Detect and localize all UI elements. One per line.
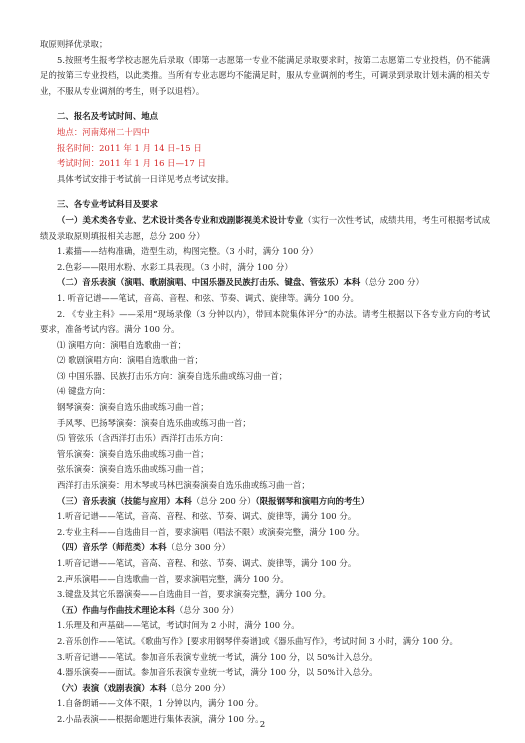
list-item: 弦乐演奏：演奏自选乐曲或练习曲一首； xyxy=(57,464,209,475)
exam-time: 考试时间：2011 年 1 月 16 日—17 日 xyxy=(57,158,206,169)
list-item: ⑵ 歌剧演唱方向：演唱自选歌曲一首； xyxy=(57,355,203,366)
subsection-2-score: （总分 200 分） xyxy=(360,277,424,288)
list-item: 西洋打击乐演奏：用木琴或马林巴演奏演奏自选乐曲或练习曲一首； xyxy=(57,480,310,491)
exam-arrangement-note: 具体考试安排于考试前一日详见考点考试安排。 xyxy=(57,173,234,184)
list-item: 3.键盘及其它乐器演奏——自选曲目一首，要求演奏完整，满分 100 分。 xyxy=(57,589,331,600)
subsection-4-score: （总分 300 分） xyxy=(166,542,231,553)
list-item: 2.声乐演唱——自选歌曲一首，要求演唱完整，满分 100 分。 xyxy=(57,573,289,584)
list-item: 2.小品表演——根据命题进行集体表演，满分 100 分。 xyxy=(57,713,264,724)
list-item: 2. 《专业主科》——采用“现场录像（3 分钟以内），带回本院集体评分”的办法。请考生根据以下各专业方向的考试要求，准备考试内容。满分 100 分。 xyxy=(40,308,490,335)
list-item: ⑸ 管弦乐（含西洋打击乐）西洋打击乐方向： xyxy=(57,433,229,444)
subsection-1-desc: （实行一次性考试，成绩共用，考生可根据考试成绩及录取原则填报相关志愿，总分 200 分） xyxy=(40,214,490,241)
list-item: 4.器乐演奏——面试。参加音乐表演专业统一考试，满分 100 分，以 50%计入总分。 xyxy=(57,667,378,678)
subsection-1-heading xyxy=(40,213,490,244)
list-item: 1.听音记谱——笔试，音高、音程、和弦、节奏、调式、旋律等，满分 100 分。 xyxy=(57,558,357,568)
list-item: 管乐演奏：演奏自选乐曲或练习曲一首； xyxy=(57,448,209,459)
list-item: 1.听音记谱——笔试，音高、音程、和弦、节奏、调式、旋律等，满分 100 分。 xyxy=(57,511,357,522)
subsection-3-title: （三）音乐表演（技能与应用）本科 xyxy=(57,495,192,506)
exam-location: 地点：河南郑州二十四中 xyxy=(57,126,150,137)
subsection-4-title: （四）音乐学（师范类）本科 xyxy=(57,542,167,553)
paragraph-tail: 取原则择优录取； xyxy=(40,39,108,49)
list-item: 手风琴、巴扬琴演奏：演奏自选乐曲或练习曲一首； xyxy=(57,417,251,428)
list-item: 3.听音记谱——笔试。参加音乐表演专业统一考试，满分 100 分，以 50%计入总分。 xyxy=(57,651,378,662)
subsection-2-title: （二）音乐表演（演唱、歌剧演唱、中国乐器及民族打击乐、键盘、管弦乐）本科 xyxy=(57,277,361,288)
subsection-6-score: （总分 200 分） xyxy=(166,682,231,693)
subsection-3-score: （总分 200 分） xyxy=(191,495,256,506)
subsection-3-heading xyxy=(40,494,490,510)
paragraph-rule-5: 5.按照考生报考学校志愿先后录取（即第一志愿第一专业不能满足录取要求时，按第二志愿第二专业投档，仍不能满足的按第三专业投档，以此类推。当所有专业志愿均不能满足时，服从专业调剂的考生，可调录到录取计划未满的相关专业，不服从专业调剂的考生，则予以退档）。 xyxy=(40,54,490,96)
list-item: 2.音乐创作——笔试。《歌曲写作》[要求用钢琴伴奏谱]或《器乐曲写作》，考试时间 3 小时，满分 100 分。 xyxy=(57,635,458,646)
list-item: 1.乐理及和声基础——笔试，考试时间为 2 小时，满分 100 分。 xyxy=(57,620,300,631)
subsection-5-score: （总分 300 分） xyxy=(174,604,239,615)
list-item: 2.专业主科——自选曲目一首，要求演唱（唱法不限）或演奏完整，满分 100 分。 xyxy=(57,526,365,537)
document-page xyxy=(40,37,490,728)
list-item: 1. 听音记谱——笔试，音高、音程、和弦、节奏、调式、旋律等。满分 100 分。 xyxy=(57,292,359,303)
list-item: ⑴ 演唱方向：演唱自选歌曲一首； xyxy=(57,339,187,350)
page-number: 2 xyxy=(259,720,266,730)
list-item: 1.素描——结构准确，造型生动，构图完整。（3 小时，满分 100 分） xyxy=(57,246,319,257)
subsection-5-title: （五）作曲与作曲技术理论本科 xyxy=(57,604,175,615)
subsection-5-heading xyxy=(40,603,490,619)
subsection-6-title: （六）表演（戏剧表演）本科 xyxy=(57,682,167,693)
list-item: 钢琴演奏：演奏自选乐曲或练习曲一首； xyxy=(57,402,209,413)
subsection-6-heading xyxy=(40,681,490,697)
list-item: 2.色彩——限用水粉、水彩工具表现。（3 小时，满分 100 分） xyxy=(57,261,293,272)
list-item: 1.自备朗诵——文体不限，1 分钟以内，满分 100 分。 xyxy=(57,698,264,709)
subsection-2-heading xyxy=(40,275,490,291)
subsection-1-title: （一）美术类各专业、艺术设计类各专业和戏剧影视美术设计专业 xyxy=(57,214,304,225)
subsection-3-restriction: （限报钢琴和演唱方向的考生） xyxy=(255,495,370,506)
section-3-title: 三、各专业考试科目及要求 xyxy=(57,199,159,210)
list-item: ⑷ 键盘方向： xyxy=(57,386,111,397)
subsection-4-heading xyxy=(40,540,490,556)
section-2-title: 二、报名及考试时间、地点 xyxy=(57,111,159,122)
registration-time: 报名时间：2011 年 1 月 14 日–15 日 xyxy=(57,142,202,153)
list-item: ⑶ 中国乐器、民族打击乐方向：演奏自选乐曲或练习曲一首； xyxy=(57,370,288,381)
